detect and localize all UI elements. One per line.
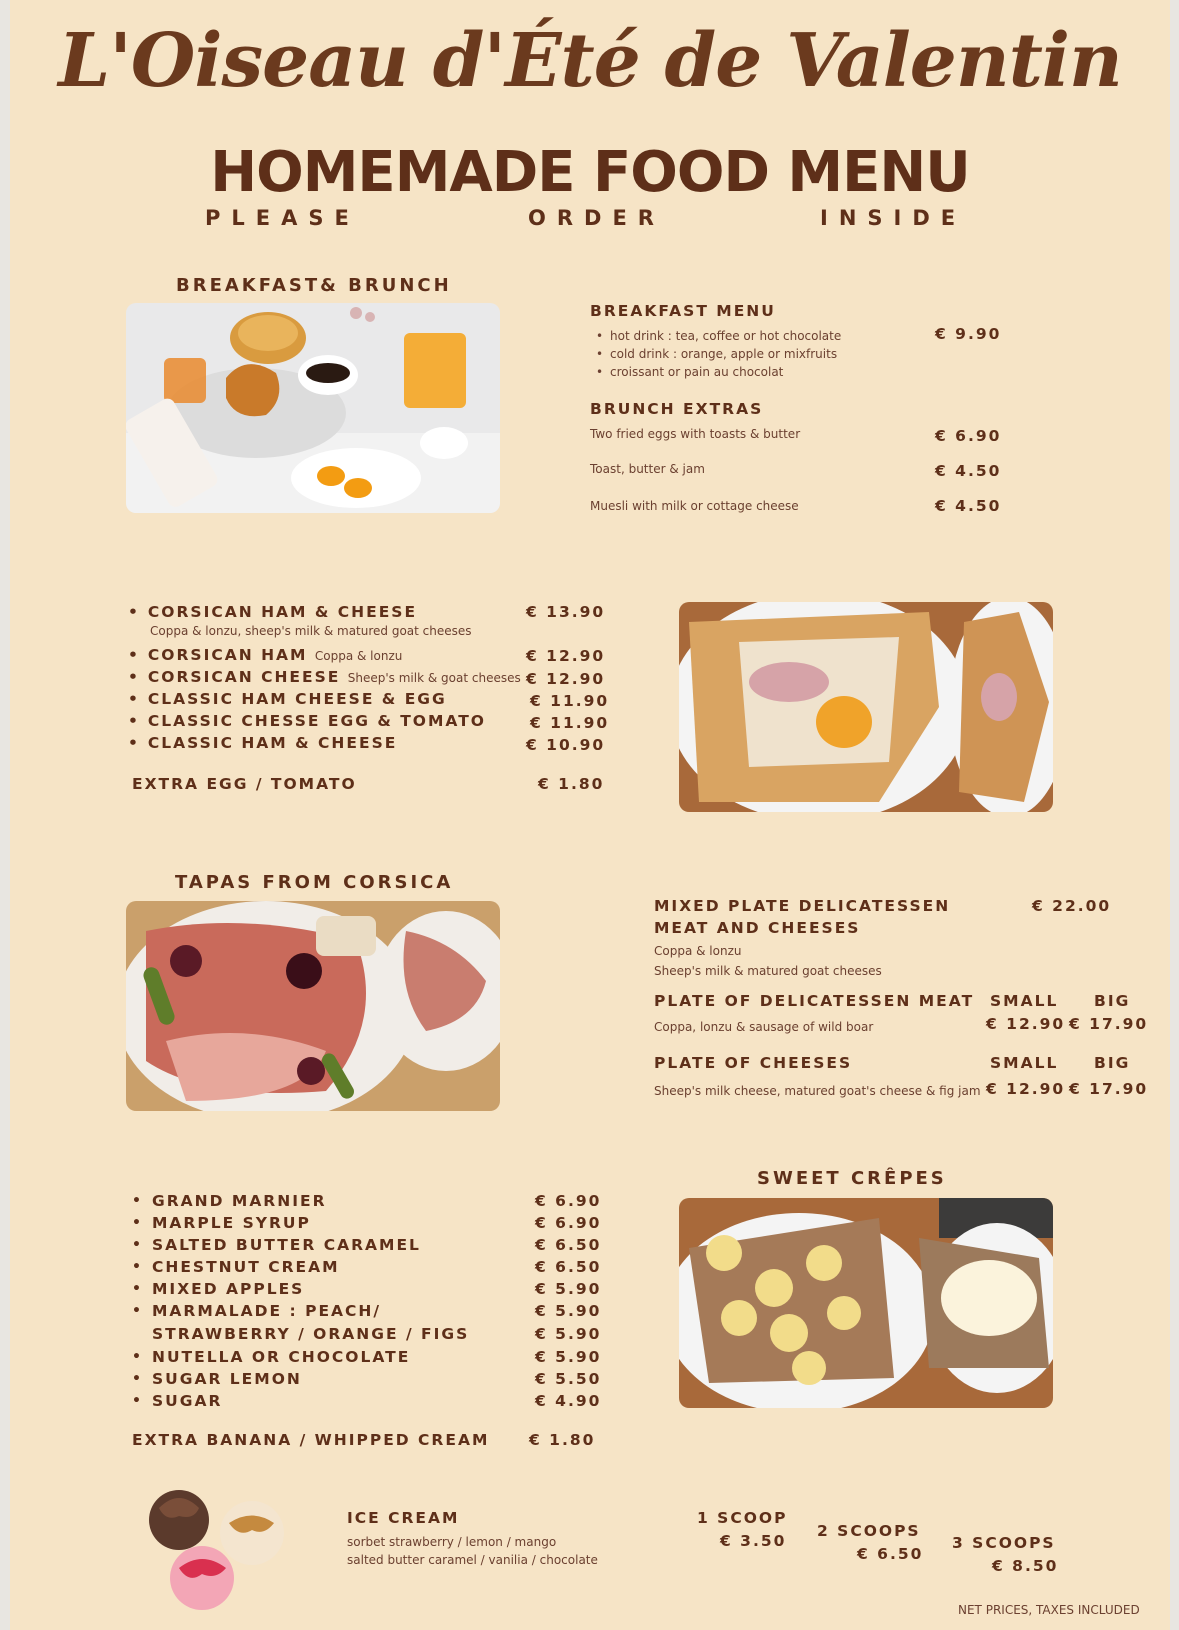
cheese-plate-name: PLATE OF CHEESES [654,1054,853,1072]
small-label: SMALL [990,992,1059,1010]
tagline-word-2: ORDER [528,206,665,230]
savory-item-name: • CLASSIC CHESSE EGG & TOMATO [128,712,486,730]
breakfast-item: • croissant or pain au chocolat [596,363,841,381]
three-scoops-price: € 8.50 [992,1557,1059,1575]
savory-crepe-photo [679,602,1053,812]
sweet-extra-name: EXTRA BANANA / WHIPPED CREAM [132,1431,490,1449]
savory-item-name: • CORSICAN HAM Coppa & lonzu [128,646,403,664]
savory-item-desc: Coppa & lonzu, sheep's milk & matured goat cheeses [150,624,472,638]
big-label: BIG [1094,992,1131,1010]
breakfast-item: • hot drink : tea, coffee or hot chocolate [596,327,841,345]
savory-item-price: € 11.90 [530,692,610,710]
breakfast-photo [126,303,500,513]
small-label: SMALL [990,1054,1059,1072]
tagline-word-3: INSIDE [820,206,967,230]
mixed-plate-desc: Sheep's milk & matured goat cheeses [654,964,882,978]
savory-item-name: • CORSICAN HAM & CHEESE [128,603,418,621]
savory-extra-price: € 1.80 [538,775,605,793]
tapas-photo [126,901,500,1111]
brunch-extra-name: Toast, butter & jam [590,462,705,476]
mixed-plate-price: € 22.00 [1032,897,1112,915]
savory-item-price: € 13.90 [526,603,606,621]
sweet-section-title: SWEET CRÊPES [757,1168,947,1189]
sweet-crepe-photo [679,1198,1053,1408]
footer-note: NET PRICES, TAXES INCLUDED [958,1603,1140,1617]
savory-extra-name: EXTRA EGG / TOMATO [132,775,357,793]
cheese-plate-desc: Sheep's milk cheese, matured goat's cheese & fig jam [654,1084,981,1098]
brunch-extra-name: Muesli with milk or cottage cheese [590,499,799,513]
menu-page: L'Oiseau d'Été de Valentin HOMEMADE FOOD MENU PLEASE ORDER INSIDE BREAKFAST& BRUNCH BREAKFAST MENU • hot drink : tea, coffee or hot chocolate • cold drink : orange, apple or mixfruits • croissant or pain au chocolat € 9.90 BRUNCH EXTRAS Two fried eggs with toasts & butter € 6.90 Toast, butter & jam € 4.50 Muesli with milk or cottage cheese € 4.50 • CORSICAN HAM & CHEESE € 13.90 Coppa & lonzu, sheep's milk & matured goat cheeses • CORSICAN HAM Coppa & lonzu € 12.90 • CORSICAN CHEESE Sheep's milk & goat cheeses € 12.90 • CLASSIC HAM CHEESE & EGG € 11.90 • CLASSIC CHESSE EGG & TOMATO € 11.90 • CLASSIC HAM & CHEESE € 10.90 EXTRA EGG / TOMATO € 1.80 TAPAS FROM CORSICA MIXED PLATE DELICATESSEN MEAT AND CHEESES € 22.00 Coppa & lonzu Sheep's milk & matured goat cheeses PLATE OF DELICATESSEN MEAT SMALL BIG Coppa, lonzu & sausage of wild boar € 12.90 € 17.90 PLATE OF CHEESES SMALL BIG Sheep's milk cheese, matured goat's cheese & fig jam € 12.90 € 17.90 SWEET CRÊPES • GRAND MARNIER € 6.90 • MARPLE SYRUP € 6.90 • SALTED BUTTER CARAMEL € 6.50 • CHESTNUT CREAM € 6.50 • MIXED APPLES € 5.90 • MARMALADE : PEACH/ € 5.90 STRAWBERRY / ORANGE / FIGS € 5.90 • NUTELLA OR CHOCOLATE € 5.90 • SUGAR LEMON € 5.50 • SUGAR € 4.90 EXTRA BANANA / WHIPPED CREAM € 1.80 ICE CREAM sorbet strawberry / lemon / mango salted butter caramel / vanilia / chocolate 1 SCOOP € 3.50 2 SCOOPS € 6.50 3 SCOOPS € 8.50 NET PRICES, TAXES INCLUDED [10,0,1170,1630]
brunch-extra-name: Two fried eggs with toasts & butter [590,427,801,441]
two-scoops-label: 2 SCOOPS [817,1522,921,1540]
meat-big-price: € 17.90 [1069,1015,1149,1033]
breakfast-menu-list [596,327,841,381]
brand-name: L'Oiseau d'Été de Valentin [58,18,1122,104]
breakfast-menu-heading: BREAKFAST MENU [590,302,776,320]
meat-plate-desc: Coppa, lonzu & sausage of wild boar [654,1020,874,1034]
breakfast-section-title: BREAKFAST& BRUNCH [176,275,452,296]
mixed-plate-line1: MIXED PLATE DELICATESSEN [654,897,951,915]
tapas-section-title: TAPAS FROM CORSICA [175,872,454,893]
savory-item-name: • CORSICAN CHEESE Sheep's milk & goat cheeses [128,668,521,686]
sweet-extra-price: € 1.80 [529,1431,596,1449]
breakfast-menu-price: € 9.90 [935,325,1002,343]
cheese-big-price: € 17.90 [1069,1080,1149,1098]
menu-title: HOMEMADE FOOD MENU [210,140,970,205]
brunch-extra-price: € 4.50 [935,462,1002,480]
mixed-plate-desc: Coppa & lonzu [654,944,742,958]
two-scoops-price: € 6.50 [857,1545,924,1563]
savory-item-price: € 12.90 [526,647,606,665]
savory-item-price: € 10.90 [526,736,606,754]
savory-item-name: • CLASSIC HAM & CHEESE [128,734,398,752]
ice-cream-desc: salted butter caramel / vanilia / chocolate [347,1553,598,1567]
meat-plate-name: PLATE OF DELICATESSEN MEAT [654,992,975,1010]
savory-item-name: • CLASSIC HAM CHEESE & EGG [128,690,447,708]
savory-item-price: € 11.90 [530,714,610,732]
three-scoops-label: 3 SCOOPS [952,1534,1056,1552]
brunch-extra-price: € 6.90 [935,427,1002,445]
one-scoop-price: € 3.50 [720,1532,787,1550]
savory-item-price: € 12.90 [526,670,606,688]
cheese-small-price: € 12.90 [986,1080,1066,1098]
one-scoop-label: 1 SCOOP [697,1509,788,1527]
brunch-extra-price: € 4.50 [935,497,1002,515]
ice-cream-heading: ICE CREAM [347,1509,460,1527]
ice-cream-desc: sorbet strawberry / lemon / mango [347,1535,557,1549]
big-label: BIG [1094,1054,1131,1072]
breakfast-item: • cold drink : orange, apple or mixfruits [596,345,841,363]
mixed-plate-line2: MEAT AND CHEESES [654,919,861,937]
meat-small-price: € 12.90 [986,1015,1066,1033]
brunch-extras-heading: BRUNCH EXTRAS [590,400,764,418]
tagline-word-1: PLEASE [205,206,360,230]
ice-cream-scoops-image [134,1488,314,1613]
